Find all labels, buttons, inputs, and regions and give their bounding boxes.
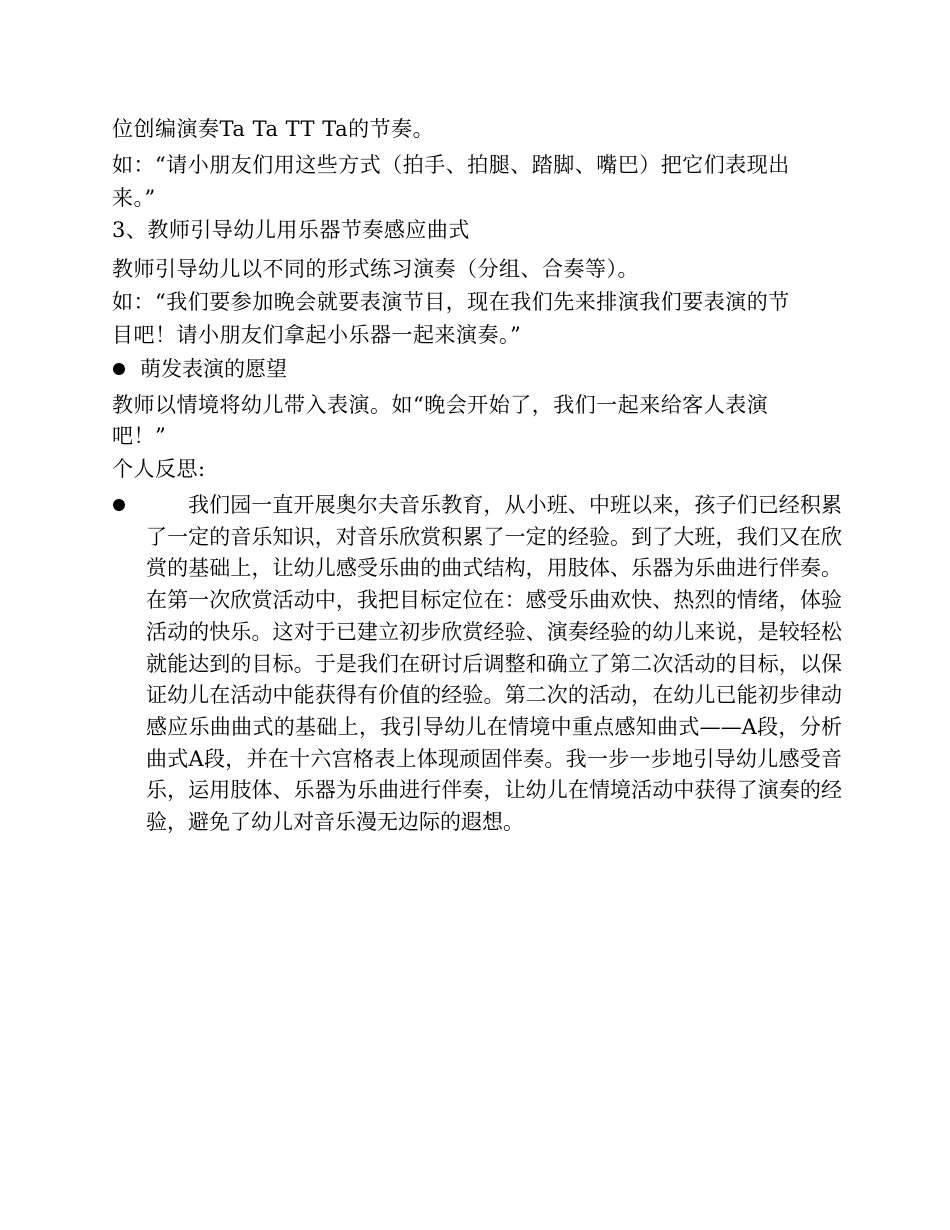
bullet-icon [113, 363, 125, 375]
text-line: 来。” [112, 186, 156, 210]
bullet-icon [113, 499, 125, 511]
text-line: 教师以情境将幼儿带入表演。如“晚会开始了，我们一起来给客人表演 [112, 393, 769, 417]
reflection-paragraph: 我们园一直开展奥尔夫音乐教育，从小班、中班以来，孩子们已经积累了一定的音乐知识，对音乐欣赏积累了一定的经验。到了大班，我们又在欣赏的基础上，让幼儿感受乐曲的曲式结构，用肢体、乐器为乐曲进行伴奏。在第一次欣赏活动中，我把目标定位在：感受乐曲欢快、热烈的情绪，体验活动的快乐。这对于已建立初步欣赏经验、演奏经验的幼儿来说，是较轻松就能达到的目标。于是我们在研讨后调整和确立了第二次活动的目标，以保证幼儿在活动中能获得有价值的经验。第二次的活动，在幼儿已能初步律动感应乐曲曲式的基础上，我引导幼儿在情境中重点感知曲式——A段，分析曲式A段，并在十六宫格表上体现顽固伴奏。我一步一步地引导幼儿感受音乐，运用肢体、乐器为乐曲进行伴奏，让幼儿在情境活动中获得了演奏的经验，避免了幼儿对音乐漫无边际的遐想。 [146, 493, 842, 835]
bullet-item-text: 萌发表演的愿望 [140, 357, 287, 381]
reflection-heading: 个人反思: [112, 457, 206, 481]
text-line: 如：“我们要参加晚会就要表演节目，现在我们先来排演我们要表演的节 [112, 290, 790, 314]
text-line: 目吧！请小朋友们拿起小乐器一起来演奏。” [112, 323, 522, 347]
text-line: 如：“请小朋友们用这些方式（拍手、拍腿、踏脚、嘴巴）把它们表现出 [112, 153, 790, 177]
section-heading: 3、教师引导幼儿用乐器节奏感应曲式 [112, 218, 470, 242]
text-line: 教师引导幼儿以不同的形式练习演奏（分组、合奏等）。 [112, 257, 639, 281]
text-line: 吧！” [112, 424, 167, 448]
text-line: 位创编演奏Ta Ta TT Ta的节奏。 [112, 117, 435, 141]
